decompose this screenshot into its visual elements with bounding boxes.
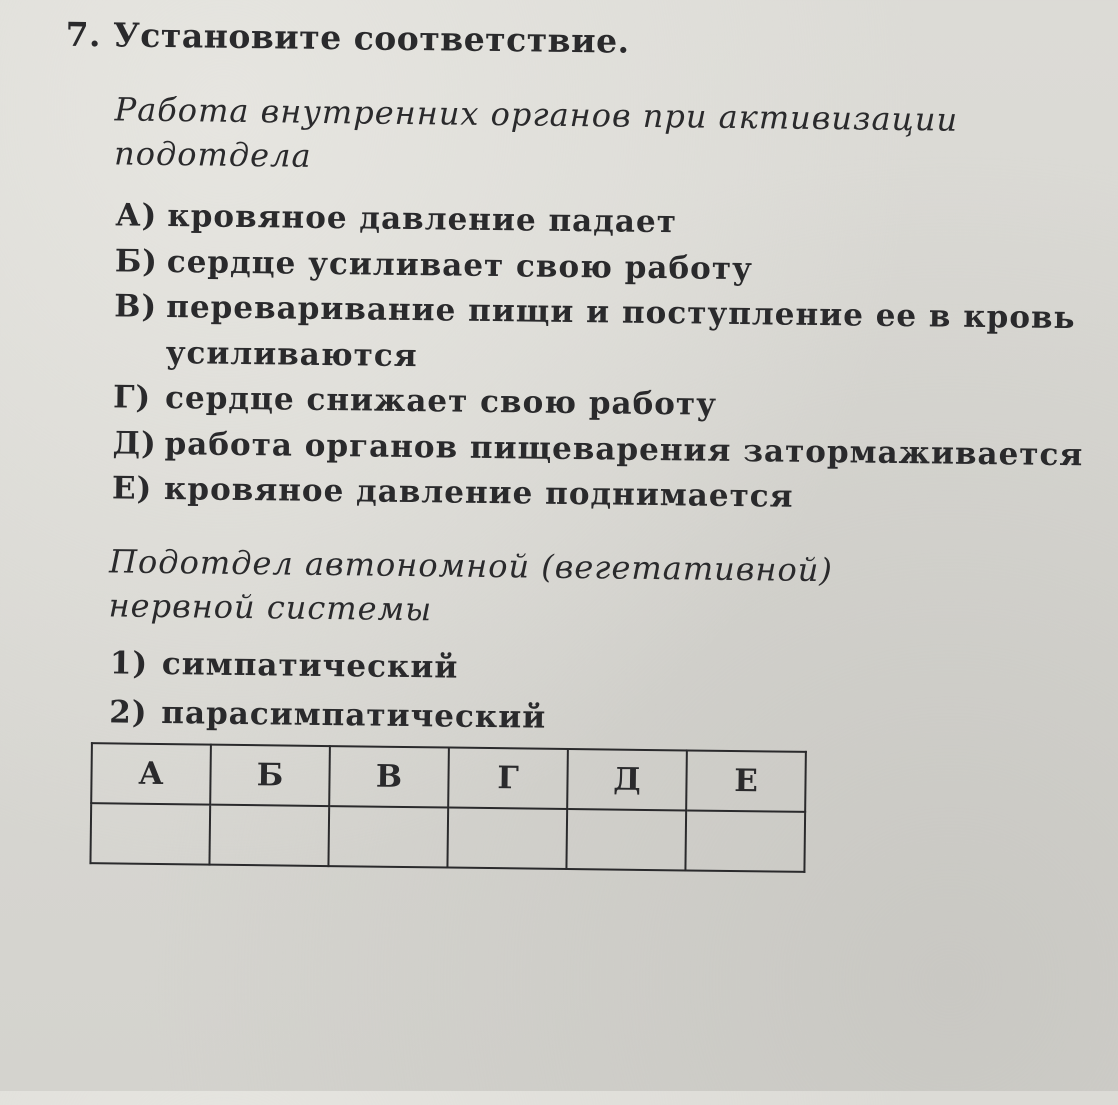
- item-marker: А): [115, 197, 158, 234]
- item-text: переваривание пищи и поступление ее в кровь: [166, 289, 1076, 337]
- task-instruction: Установите соответствие.: [112, 15, 630, 61]
- list-item-v: [113, 284, 1085, 387]
- organ-work-list: [112, 193, 1087, 523]
- item-marker: Б): [114, 242, 159, 280]
- header-cell-v: В: [329, 746, 449, 807]
- answer-table-answer-row: [90, 803, 805, 872]
- heading-line: Работа внутренних органов при активизации: [114, 90, 959, 139]
- nervous-subdivision-list: [109, 639, 547, 742]
- heading-line: подотдела: [113, 134, 312, 175]
- item-text: работа органов пищеварения затормаживается: [164, 425, 1084, 473]
- item-text: парасимпатический: [161, 695, 547, 736]
- item-marker: Г): [112, 379, 152, 416]
- item-text: симпатический: [161, 646, 459, 686]
- answer-cell-e[interactable]: [685, 810, 805, 871]
- list-item-1: [110, 639, 548, 693]
- header-cell-g: Г: [448, 748, 568, 809]
- right-column-heading: [108, 539, 833, 636]
- task-title: [65, 15, 629, 61]
- item-text-continued: усиливаются: [165, 334, 418, 374]
- header-cell-d: Д: [567, 749, 687, 810]
- item-marker: Е): [111, 470, 153, 507]
- answer-cell-d[interactable]: [566, 809, 686, 870]
- item-text: кровяное давление падает: [167, 198, 678, 241]
- item-text: кровяное давление поднимается: [163, 471, 794, 515]
- left-column-heading: [114, 87, 958, 185]
- item-marker: Д): [112, 424, 158, 462]
- item-text: сердце усиливает свою работу: [166, 243, 754, 287]
- heading-line: нервной системы: [108, 586, 433, 629]
- item-text: сердце снижает свою работу: [164, 380, 718, 423]
- heading-line: Подотдел автономной (вегетативной): [108, 542, 834, 590]
- task-number: 7.: [65, 14, 102, 55]
- list-item-2: [109, 688, 547, 742]
- answer-cell-v[interactable]: [328, 806, 448, 867]
- item-marker: 1): [109, 645, 149, 682]
- answer-cell-b[interactable]: [209, 805, 329, 866]
- header-cell-e: Е: [686, 750, 806, 811]
- header-cell-b: Б: [210, 745, 330, 806]
- answer-table: [89, 742, 806, 873]
- item-marker: 2): [109, 694, 148, 731]
- header-cell-a: А: [91, 743, 211, 804]
- answer-table-header-row: [91, 743, 806, 812]
- answer-cell-a[interactable]: [90, 803, 210, 864]
- answer-cell-g[interactable]: [447, 808, 567, 869]
- item-marker: В): [114, 288, 158, 325]
